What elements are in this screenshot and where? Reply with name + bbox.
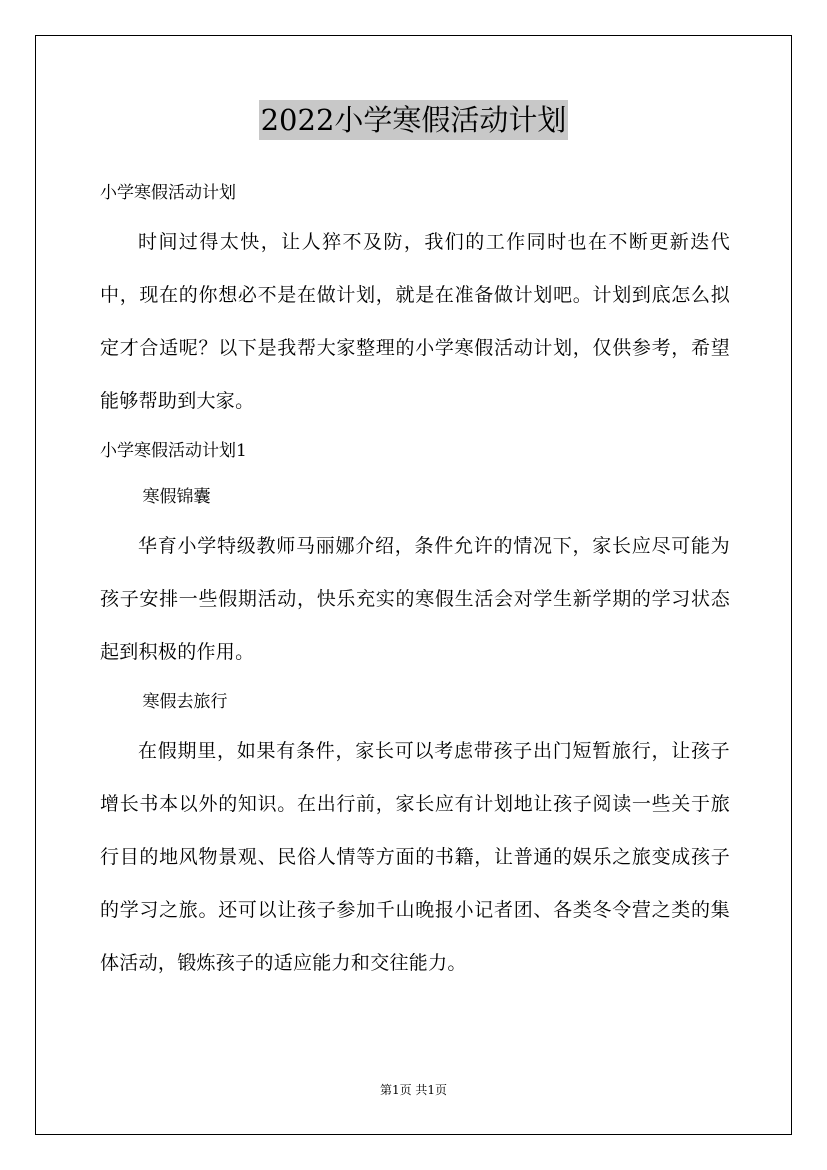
section-heading-plan-1: 小学寒假活动计划1: [100, 441, 247, 461]
page-footer: 第1页 共1页: [379, 1083, 448, 1097]
section-heading: 小学寒假活动计划: [100, 183, 236, 203]
paragraph-winter-tips: 华育小学特级教师马丽娜介绍，条件允许的情况下，家长应尽可能为孩子安排一些假期活动，快乐充实的寒假生活会对学生新学期的学习状态起到积极的作用。: [100, 535, 730, 663]
document-title: 2022小学寒假活动计划: [259, 100, 569, 140]
document-body: [100, 170, 730, 990]
document-title-wrap: [0, 100, 827, 140]
paragraph-winter-travel: 在假期里，如果有条件，家长可以考虑带孩子出门短暂旅行，让孩子增长书本以外的知识。在出行前，家长应有计划地让孩子阅读一些关于旅行目的地风物景观、民俗人情等方面的书籍，让普通的娱乐之旅变成孩子的学习之旅。还可以让孩子参加千山晚报小记者团、各类冬令营之类的集体活动，锻炼孩子的适应能力和交往能力。: [100, 740, 730, 974]
intro-paragraph: 时间过得太快，让人猝不及防，我们的工作同时也在不断更新迭代中，现在的你想必不是在做计划，就是在准备做计划吧。计划到底怎么拟定才合适呢？以下是我帮大家整理的小学寒假活动计划，仅供参考，希望能够帮助到大家。: [100, 231, 730, 412]
subheading-winter-tips: 寒假锦囊: [142, 487, 211, 507]
subheading-winter-travel: 寒假去旅行: [142, 692, 228, 712]
